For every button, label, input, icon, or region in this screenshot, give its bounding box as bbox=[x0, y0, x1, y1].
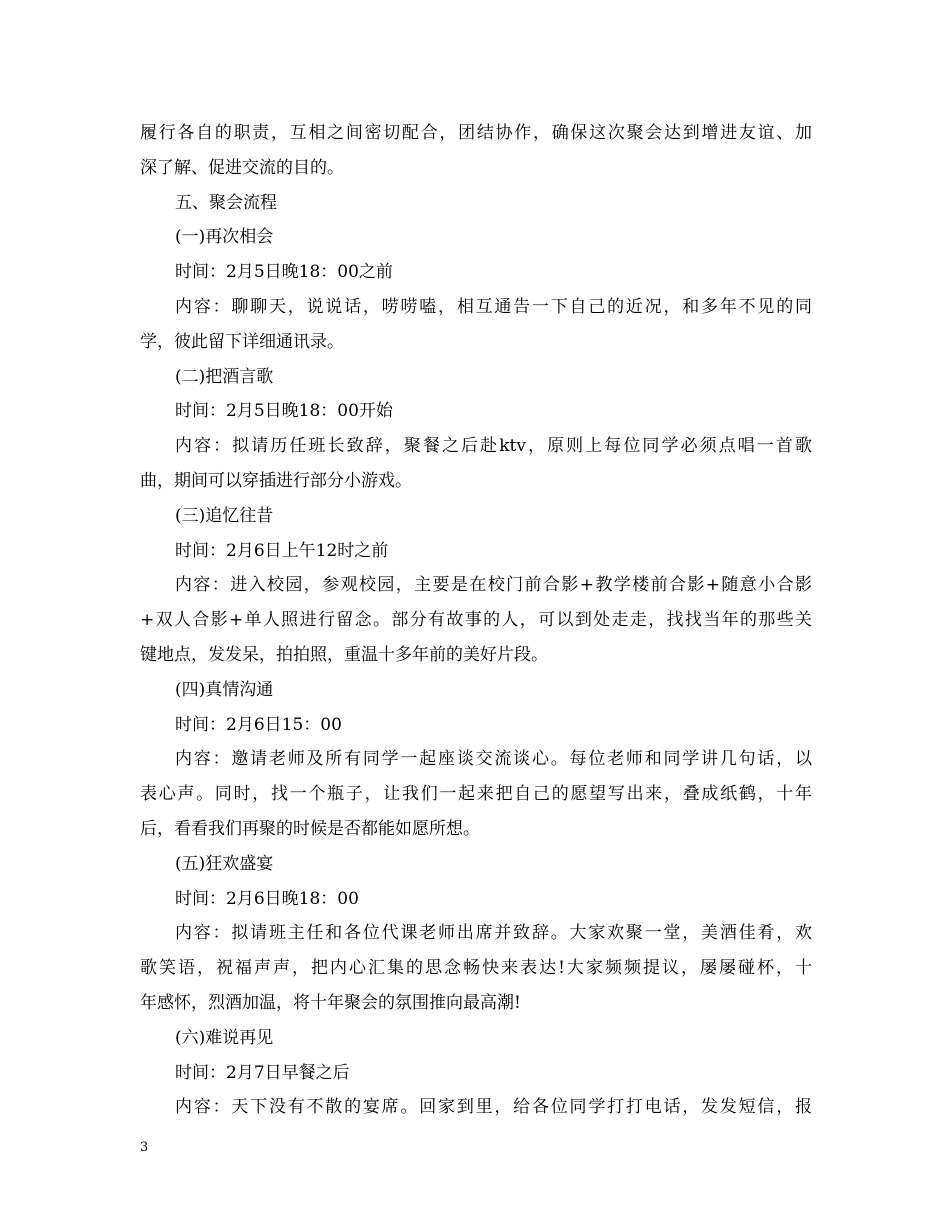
content-line: 内容：进入校园，参观校园，主要是在校门前合影+教学楼前合影+随意小合影 bbox=[175, 575, 812, 596]
time-line: 时间：2月5日晚18：00开始 bbox=[175, 401, 393, 422]
time-line: 时间：2月5日晚18：00之前 bbox=[175, 262, 393, 283]
page-number: 3 bbox=[140, 1140, 149, 1155]
content-line: 内容：聊聊天，说说话，唠唠嗑，相互通告一下自己的近况，和多年不见的同 bbox=[175, 296, 812, 317]
paragraph-line: 深了解、促进交流的目的。 bbox=[140, 157, 344, 178]
paragraph-line: 表心声。同时，找一个瓶子，让我们一起来把自己的愿望写出来，叠成纸鹤，十年 bbox=[140, 784, 812, 805]
subsection-heading: (六)难说再见 bbox=[175, 1027, 274, 1048]
paragraph-line: 键地点，发发呆，拍拍照，重温十多年前的美好片段。 bbox=[140, 644, 548, 665]
section-heading: 五、聚会流程 bbox=[175, 192, 277, 213]
time-line: 时间：2月6日上午12时之前 bbox=[175, 540, 389, 561]
subsection-heading: (五)狂欢盛宴 bbox=[175, 853, 274, 874]
paragraph-line: 履行各自的职责，互相之间密切配合，团结协作，确保这次聚会达到增进友谊、加 bbox=[140, 123, 812, 143]
paragraph-line: +双人合影+单人照进行留念。部分有故事的人，可以到处走走，找找当年的那些关 bbox=[140, 610, 812, 631]
content-line: 内容：拟请班主任和各位代课老师出席并致辞。大家欢聚一堂，美酒佳肴，欢 bbox=[175, 923, 812, 944]
content-line: 内容：拟请历任班长致辞，聚餐之后赴ktv，原则上每位同学必须点唱一首歌 bbox=[175, 436, 812, 457]
time-line: 时间：2月6日晚18：00 bbox=[175, 888, 359, 909]
time-line: 时间：2月7日早餐之后 bbox=[175, 1062, 350, 1083]
paragraph-line: 歌笑语，祝福声声，把内心汇集的思念畅快来表达!大家频频提议，屡屡碰杯，十 bbox=[140, 958, 812, 979]
document-body bbox=[140, 116, 812, 1125]
subsection-heading: (一)再次相会 bbox=[175, 227, 274, 248]
time-line: 时间：2月6日15：00 bbox=[175, 714, 342, 735]
subsection-heading: (二)把酒言歌 bbox=[175, 366, 274, 387]
subsection-heading: (三)追忆往昔 bbox=[175, 505, 274, 526]
subsection-heading: (四)真情沟通 bbox=[175, 679, 274, 700]
content-line: 内容：天下没有不散的宴席。回家到里，给各位同学打打电话，发发短信，报 bbox=[175, 1097, 812, 1118]
paragraph-line: 年感怀，烈酒加温，将十年聚会的氛围推向最高潮! bbox=[140, 992, 521, 1013]
paragraph-line: 学，彼此留下详细通讯录。 bbox=[140, 331, 344, 352]
paragraph-line: 后，看看我们再聚的时候是否都能如愿所想。 bbox=[140, 818, 480, 839]
content-line: 内容：邀请老师及所有同学一起座谈交流谈心。每位老师和同学讲几句话，以 bbox=[175, 749, 812, 770]
paragraph-line: 曲，期间可以穿插进行部分小游戏。 bbox=[140, 470, 412, 491]
